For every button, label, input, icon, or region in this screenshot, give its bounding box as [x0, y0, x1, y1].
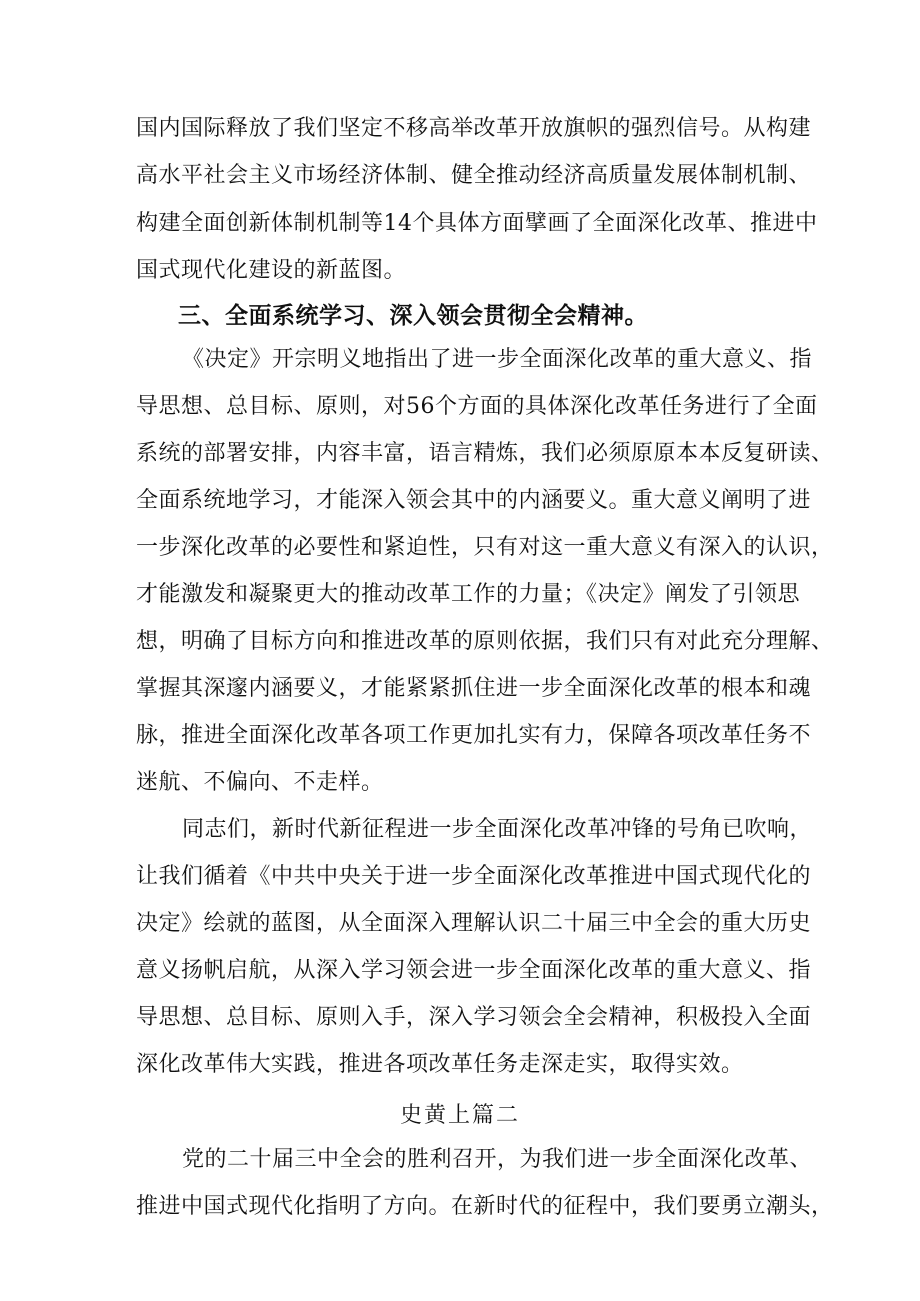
paragraph-line: 系统的部署安排，内容丰富，语言精炼，我们必须原原本本反复研读、: [136, 441, 834, 466]
paragraph-line: 迷航、不偏向、不走样。: [136, 770, 384, 795]
paragraph-line: 让我们循着《中共中央关于进一步全面深化改革推进中国式现代化的: [136, 864, 812, 889]
paragraph-line: 才能激发和凝聚更大的推动改革工作的力量；《决定》阐发了引领思: [136, 582, 801, 607]
paragraph-line: 国式现代化建设的新蓝图。: [136, 258, 407, 283]
paragraph-line: 同志们，新时代新征程进一步全面深化改革冲锋的号角已吹响，: [182, 817, 813, 842]
paragraph-line: 推进中国式现代化指明了方向。在新时代的征程中，我们要勇立潮头，: [136, 1194, 834, 1219]
paragraph-line: 高水平社会主义市场经济体制、健全推动经济高质量发展体制机制、: [136, 163, 812, 188]
paragraph-line: 党的二十届三中全会的胜利召开，为我们进一步全面深化改革、: [182, 1147, 813, 1172]
section-heading: 三、全面系统学习、深入领会贯彻全会精神。: [178, 303, 648, 329]
paragraph-line: 深化改革伟大实践，推进各项改革任务走深走实，取得实效。: [136, 1052, 744, 1077]
paragraph-line: 全面系统地学习，才能深入领会其中的内涵要义。重大意义阐明了进: [136, 488, 812, 513]
paragraph-line: 脉，推进全面深化改革各项工作更加扎实有力，保障各项改革任务不: [136, 723, 812, 748]
paragraph-line: 想，明确了目标方向和推进改革的原则依据，我们只有对此充分理解、: [136, 629, 834, 654]
paragraph-line: 导思想、总目标、原则，对56个方面的具体深化改革任务进行了全面: [136, 394, 818, 419]
paragraph-line: 掌握其深邃内涵要义，才能紧紧抓住进一步全面深化改革的根本和魂: [136, 676, 812, 701]
paragraph-line: 意义扬帆启航，从深入学习领会进一步全面深化改革的重大意义、指: [136, 958, 812, 983]
paragraph-line: 导思想、总目标、原则入手，深入学习领会全会精神，积极投入全面: [136, 1005, 812, 1030]
paragraph-line: 决定》绘就的蓝图，从全面深入理解认识二十届三中全会的重大历史: [136, 911, 812, 936]
paragraph-line: 《决定》开宗明义地指出了进一步全面深化改革的重大意义、指: [182, 347, 813, 372]
paragraph-line: 一步深化改革的必要性和紧迫性，只有对这一重大意义有深入的认识，: [136, 535, 834, 560]
paragraph-line: 国内国际释放了我们坚定不移高举改革开放旗帜的强烈信号。从构建: [136, 116, 812, 141]
section-title: 史黄上篇二: [399, 1103, 520, 1128]
paragraph-line: 构建全面创新体制机制等14个具体方面擘画了全面深化改革、推进中: [136, 211, 818, 236]
